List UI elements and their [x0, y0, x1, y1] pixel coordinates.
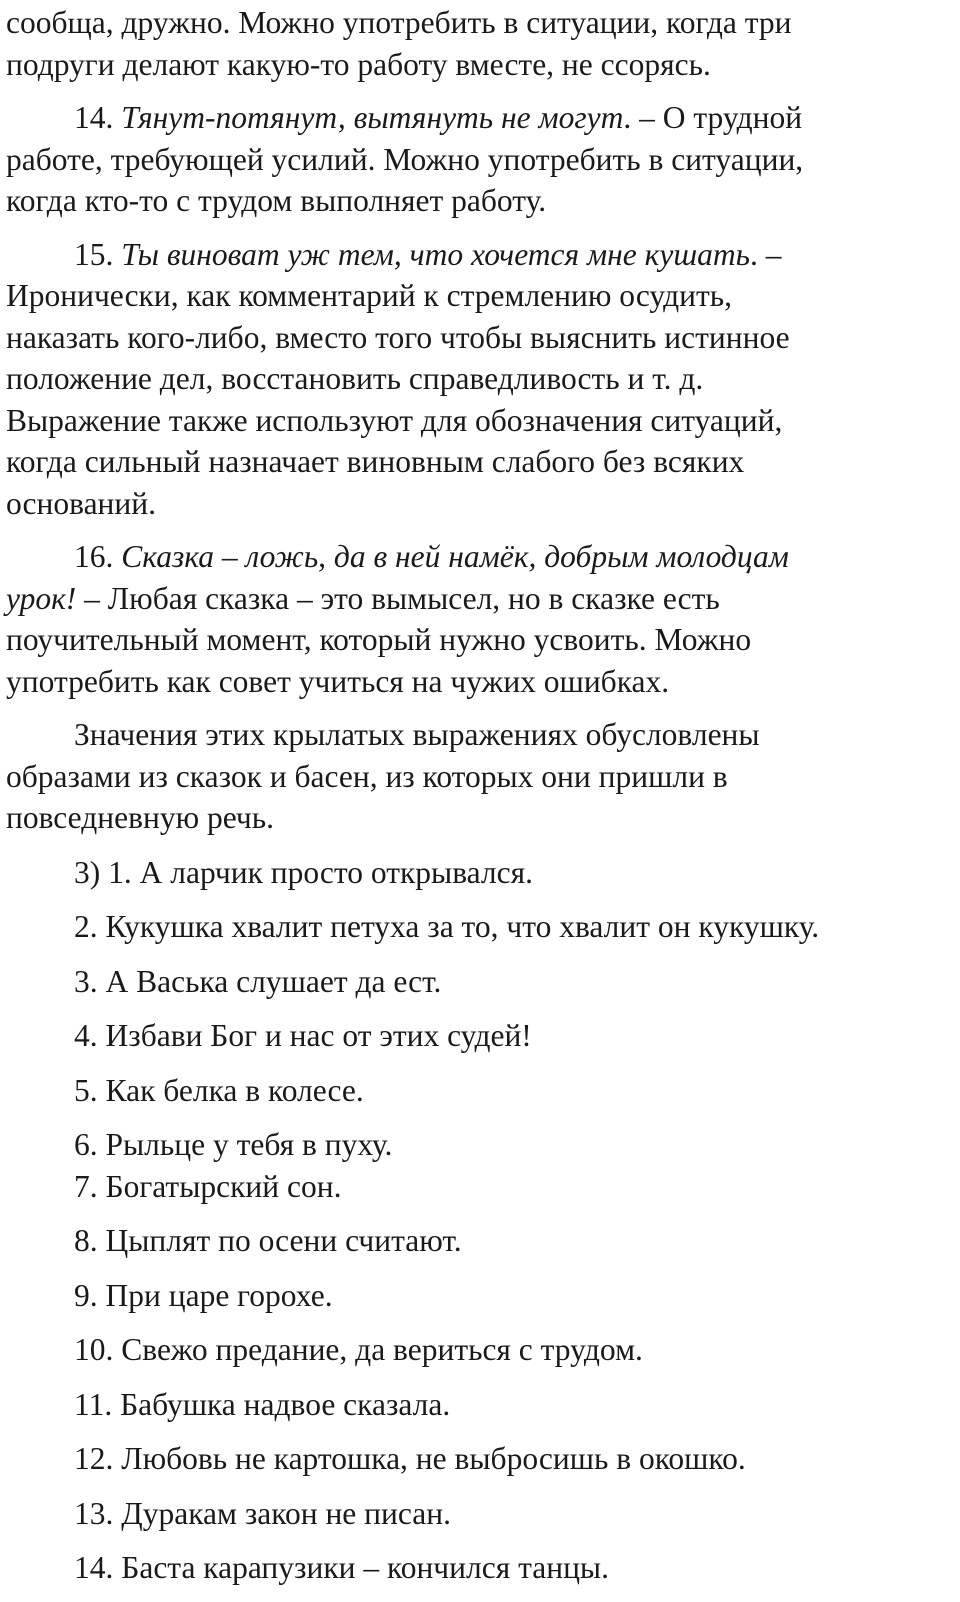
entry-14-text-2: работе, требующей усилий. Можно употребить в ситуации, — [6, 141, 804, 177]
entry-14-idiom: Тянут-потянут, вытянуть не могут — [121, 100, 624, 135]
entry-16-text-4: употребить как совет учиться на чужих ошибках. — [6, 663, 670, 699]
list-item: 2. Кукушка хвалит петуха за то, что хвалит он кукушку. — [74, 909, 820, 944]
list-item: 3. А Васька слушает да ест. — [74, 963, 442, 999]
entry-16-idiom-1: Сказка – ложь, да в ней намёк, добрым молодцам — [121, 539, 789, 574]
list-item: 14. Баста карапузики – кончился танцы. — [74, 1550, 609, 1585]
list-item: 4. Избави Бог и нас от этих судей! — [74, 1018, 532, 1053]
list-item: 10. Свежо предание, да вериться с трудом. — [74, 1332, 643, 1367]
continuation-line-1: сообща, дружно. Можно употребить в ситуации, когда три — [6, 5, 792, 40]
list-item: 6. Рыльце у тебя в пуху. — [74, 1127, 393, 1162]
entry-15-number: 15. — [74, 236, 114, 272]
entry-16-text-2: – Любая сказка – это вымысел, но в сказке есть — [76, 580, 720, 616]
list-item: 12. Любовь не картошка, не выбросишь в окошко. — [74, 1441, 746, 1476]
list-item: 7. Богатырский сон. — [74, 1168, 342, 1204]
entry-15 — [6, 234, 956, 525]
list-item: 11. Бабушка надвое сказала. — [74, 1386, 451, 1422]
summary-line-2: образами из сказок и басен, из которых они пришли в — [6, 758, 728, 794]
entry-14-number: 14. — [74, 100, 114, 135]
entry-15-text-4: положение дел, восстановить справедливость и т. д. — [6, 361, 704, 396]
continuation-line-2: подруги делают какую-то работу вместе, не ссорясь. — [6, 46, 711, 82]
document-page — [6, 0, 956, 1589]
entry-15-text-2: Иронически, как комментарий к стремлению осудить, — [6, 278, 733, 313]
list-item: 5. Как белка в колесе. — [74, 1072, 364, 1108]
entry-14-text-1: . – О трудной — [623, 100, 803, 135]
entry-16-number: 16. — [74, 539, 114, 574]
summary-line-1: Значения этих крылатых выражениях обусловлены — [74, 717, 760, 752]
list-item: 3) 1. А ларчик просто открывался. — [74, 854, 533, 890]
list-item: 9. При царе горохе. — [74, 1277, 333, 1313]
list-item: 13. Дуракам закон не писан. — [74, 1495, 451, 1531]
entry-15-text-6: когда сильный назначает виновным слабого без всяких — [6, 444, 745, 479]
entry-16 — [6, 536, 956, 702]
continuation-paragraph — [6, 2, 956, 85]
list-item: 8. Цыплят по осени считают. — [74, 1223, 462, 1258]
entry-14-text-3: когда кто-то с трудом выполняет работу. — [6, 183, 547, 218]
entry-15-idiom: Ты виноват уж тем, что хочется мне кушать — [121, 236, 750, 272]
entry-15-text-7: оснований. — [6, 485, 157, 521]
entry-16-idiom-2: урок! — [6, 580, 77, 616]
entry-15-text-1: . – — [749, 236, 782, 272]
entry-16-text-3: поучительный момент, который нужно усвоить. Можно — [6, 622, 752, 657]
entry-14 — [6, 97, 956, 222]
entry-15-text-5: Выражение также используют для обозначения ситуаций, — [6, 402, 783, 438]
summary-line-3: повседневную речь. — [6, 800, 275, 835]
entry-15-text-3: наказать кого-либо, вместо того чтобы выяснить истинное — [6, 319, 790, 355]
summary-paragraph — [6, 714, 956, 839]
